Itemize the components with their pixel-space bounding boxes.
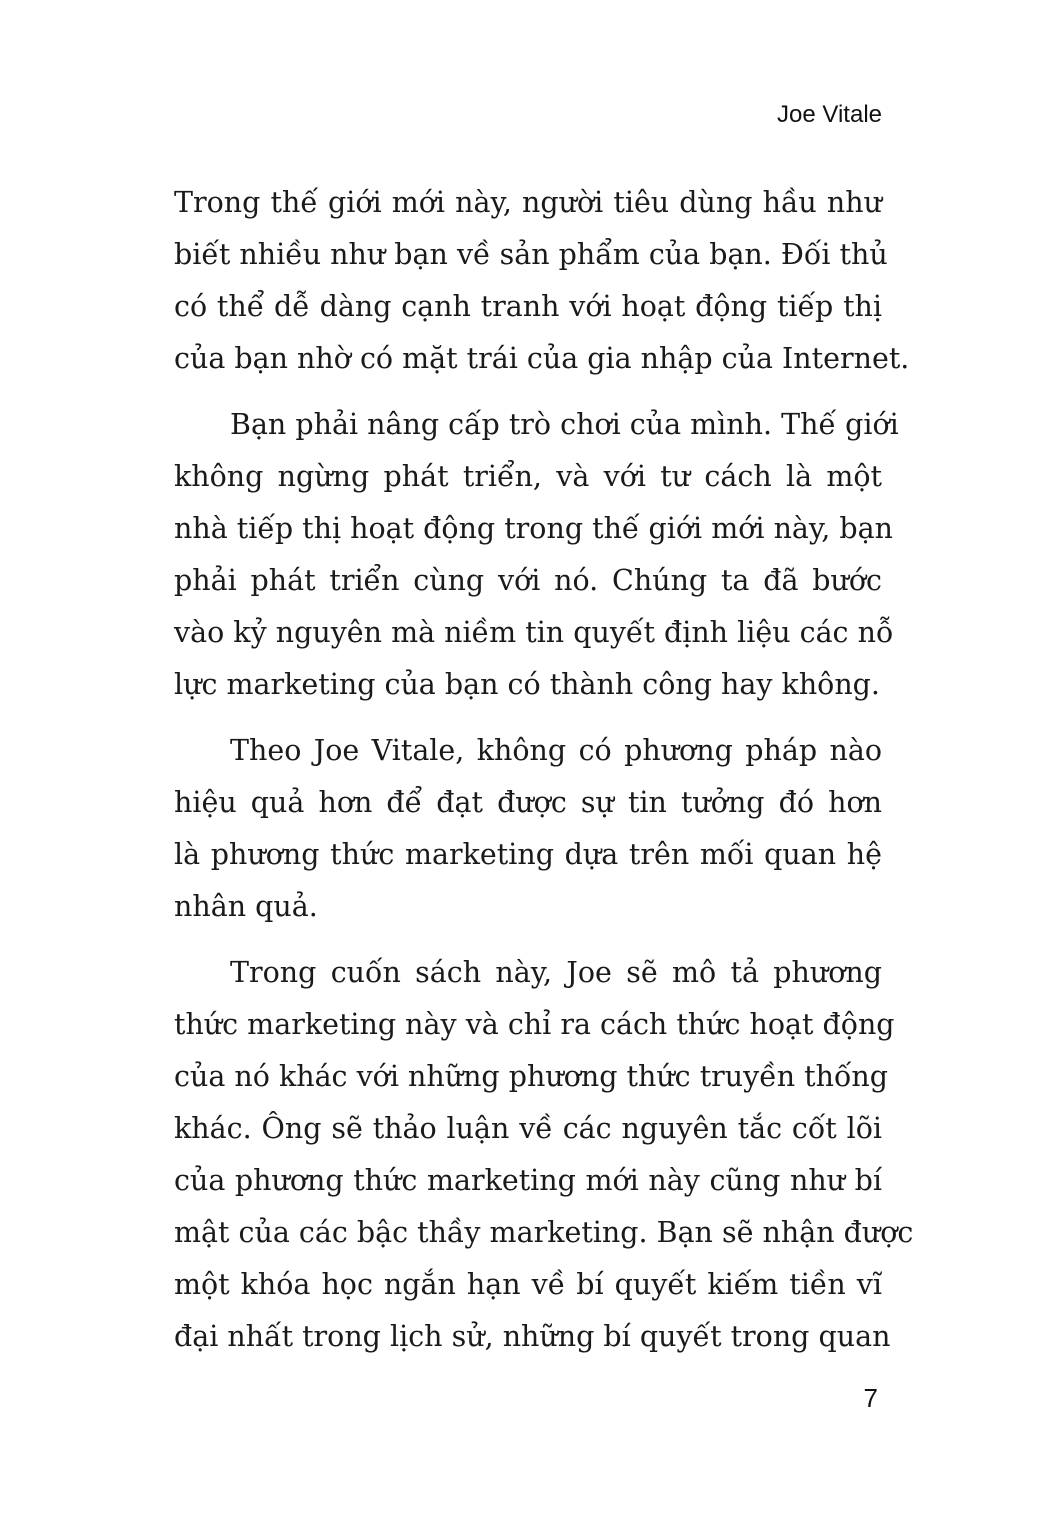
body-text [174,177,914,1377]
running-header-author: Joe Vitale [777,101,882,128]
text-line: lực marketing của bạn có thành công hay không. [174,668,880,701]
text-line: nhà tiếp thị hoạt động trong thế giới mới này, bạn [174,512,893,545]
text-line: Theo Joe Vitale, không có phương pháp nào [230,734,882,767]
text-line: một khóa học ngắn hạn về bí quyết kiếm tiền vĩ [174,1268,882,1301]
paragraph-4 [174,947,914,1363]
text-line: Trong thế giới mới này, người tiêu dùng hầu như [174,186,882,219]
text-line: của bạn nhờ có mặt trái của gia nhập của Internet. [174,342,910,375]
text-line: nhân quả. [174,890,318,923]
text-line: thức marketing này và chỉ ra cách thức hoạt động [174,1008,895,1041]
text-line: vào kỷ nguyên mà niềm tin quyết định liệu các nỗ [174,616,894,649]
text-line: không ngừng phát triển, và với tư cách là một [174,460,882,493]
paragraph-2 [174,399,899,711]
text-line: mật của các bậc thầy marketing. Bạn sẽ nhận được [174,1216,914,1249]
page-number: 7 [863,1383,878,1413]
text-line: Bạn phải nâng cấp trò chơi của mình. Thế giới [230,408,899,441]
text-line: có thể dễ dàng cạnh tranh với hoạt động tiếp thị [174,290,882,323]
text-line: phải phát triển cùng với nó. Chúng ta đã bước [174,564,882,597]
text-line: Trong cuốn sách này, Joe sẽ mô tả phương [230,956,882,989]
text-line: của phương thức marketing mới này cũng như bí [174,1164,882,1197]
text-line: là phương thức marketing dựa trên mối quan hệ [174,838,882,871]
text-line: biết nhiều như bạn về sản phẩm của bạn. Đối thủ [174,238,888,271]
paragraph-3 [174,725,882,933]
text-line: của nó khác với những phương thức truyền thống [174,1060,889,1093]
text-line: hiệu quả hơn để đạt được sự tin tưởng đó hơn [174,786,882,819]
text-line: khác. Ông sẽ thảo luận về các nguyên tắc cốt lõi [174,1112,882,1145]
text-line: đại nhất trong lịch sử, những bí quyết trong quan [174,1320,891,1353]
paragraph-1 [174,177,910,385]
